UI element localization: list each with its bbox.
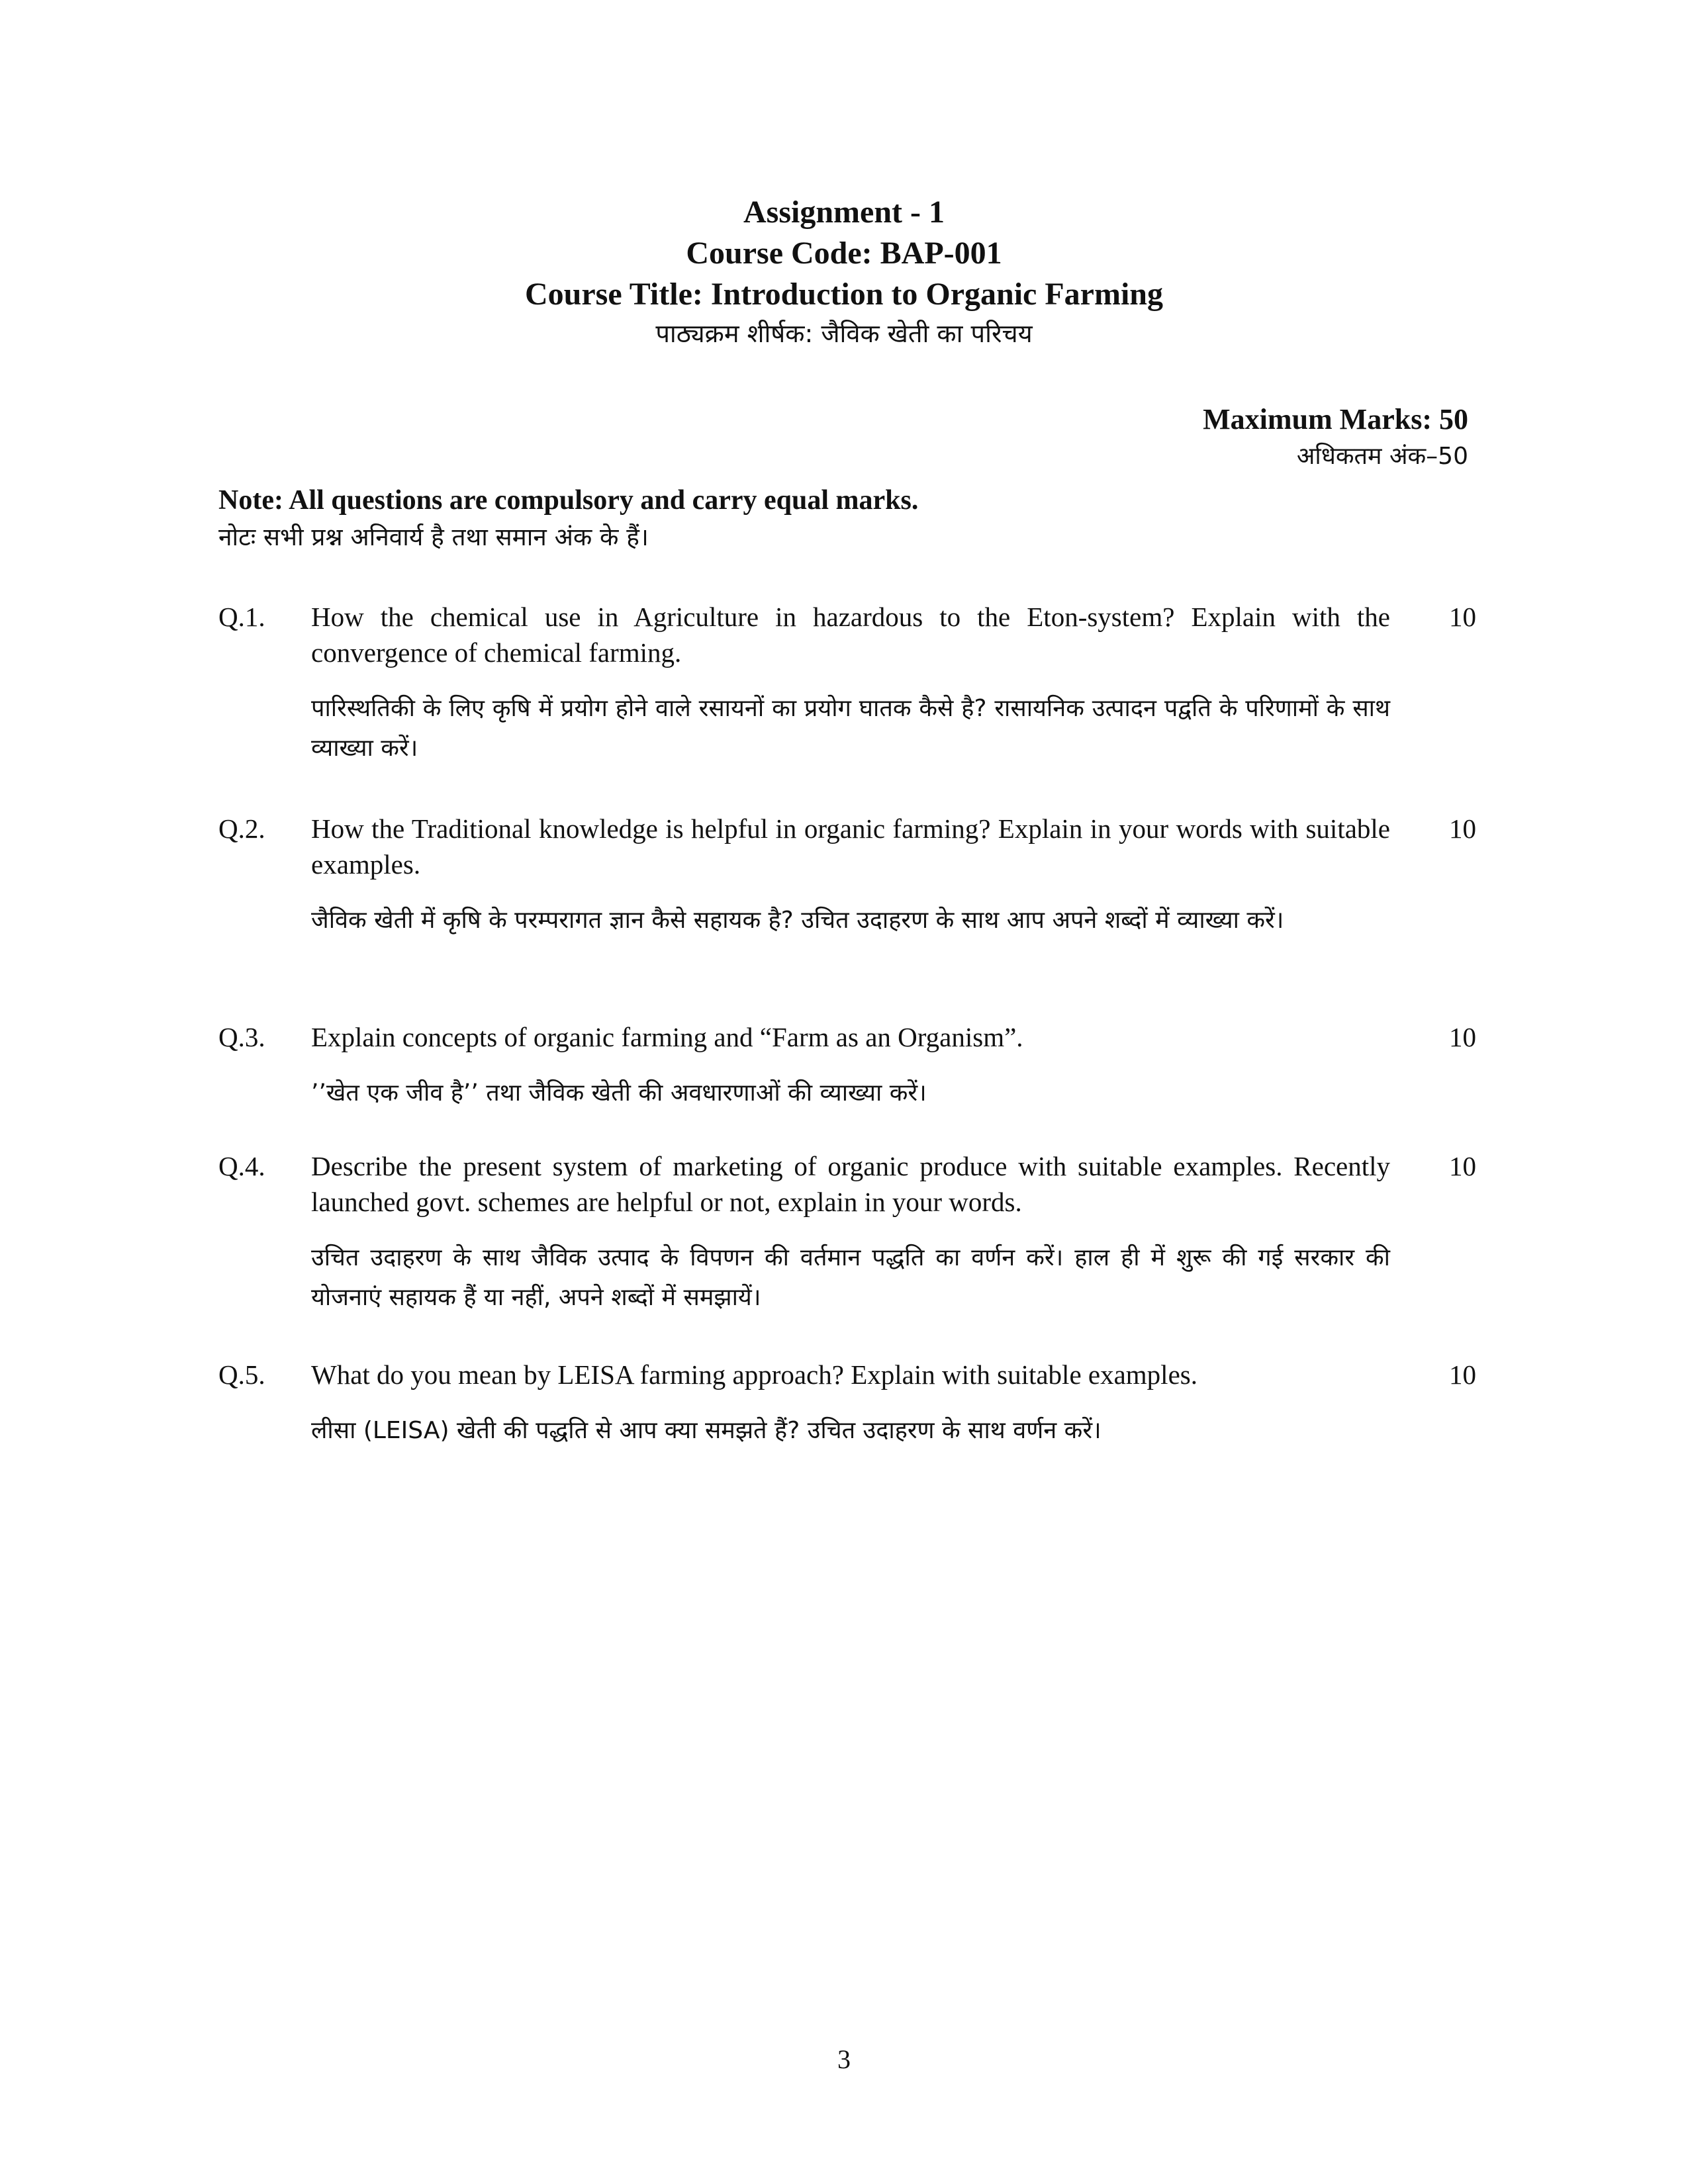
question-number: Q.5. (218, 1359, 265, 1390)
question-text-hindi: पारिस्थतिकी के लिए कृषि में प्रयोग होने वाले रसायनों का प्रयोग घातक कैसे है? रासायनिक उत्पादन पद्वति के परिणामों के साथ व्याख्या करें। (311, 695, 1390, 762)
question-text-english: How the Traditional knowledge is helpful in organic farming? Explain in your words with suitable examples. (311, 813, 1390, 880)
maximum-marks-english: Maximum Marks: 50 (1203, 403, 1468, 435)
question-text-hindi: ’’खेत एक जीव है’’ तथा जैविक खेती की अवधारणाओं की व्याख्या करें। (311, 1079, 927, 1107)
question-body (311, 1148, 1390, 1318)
maximum-marks-hindi: अधिकतम अंक–50 (1296, 443, 1468, 470)
course-code: Course Code: BAP-001 (686, 236, 1002, 271)
question-marks: 10 (1449, 813, 1476, 844)
question-number: Q.3. (218, 1022, 265, 1052)
document-header (0, 192, 1688, 352)
question-text-english: Explain concepts of organic farming and “Farm as an Organism”. (311, 1022, 1023, 1052)
question-marks: 10 (1449, 602, 1476, 632)
question-marks: 10 (1449, 1022, 1476, 1052)
question-body (311, 811, 1390, 940)
question-text-hindi: उचित उदाहरण के साथ जैविक उत्पाद के विपणन की वर्तमान पद्धति का वर्णन करें। हाल ही में शुरू की गई सरकार की योजनाएं सहायक हैं या नहीं, अपने शब्दों में समझायें। (311, 1244, 1390, 1311)
note-english: Note: All questions are compulsory and carry equal marks. (218, 485, 919, 516)
instructions-note (218, 482, 918, 556)
question-text-english: What do you mean by LEISA farming approach? Explain with suitable examples. (311, 1359, 1197, 1390)
question-marks: 10 (1449, 1151, 1476, 1181)
question-text-hindi: लीसा (LEISA) खेती की पद्धति से आप क्या समझते हैं? उचित उदाहरण के साथ वर्णन करें। (311, 1417, 1102, 1444)
question-number: Q.2. (218, 813, 265, 844)
course-title: Course Title: Introduction to Organic Farming (525, 277, 1163, 312)
course-title-hindi: पाठ्यक्रम शीर्षक: जैविक खेती का परिचय (655, 319, 1033, 348)
question-marks: 10 (1449, 1359, 1476, 1390)
maximum-marks (1203, 400, 1468, 475)
note-hindi: नोटः सभी प्रश्न अनिवार्य है तथा समान अंक के हैं। (218, 523, 649, 551)
question-number: Q.1. (218, 602, 265, 632)
question-body (311, 1019, 1390, 1113)
question-body (311, 599, 1390, 768)
question-text-hindi: जैविक खेती में कृषि के परम्परागत ज्ञान कैसे सहायक है? उचित उदाहरण के साथ आप अपने शब्दों में व्याख्या करें। (311, 907, 1284, 934)
question-body (311, 1357, 1390, 1451)
page-number: 3 (837, 2044, 851, 2074)
question-number: Q.4. (218, 1151, 265, 1181)
question-text-english: How the chemical use in Agriculture in hazardous to the Eton-system? Explain with the convergence of chemical farming. (311, 602, 1390, 668)
assignment-title: Assignment - 1 (743, 195, 945, 230)
question-text-english: Describe the present system of marketing of organic produce with suitable examples. Recently launched govt. schemes are helpful or not, explain in your words. (311, 1151, 1390, 1217)
